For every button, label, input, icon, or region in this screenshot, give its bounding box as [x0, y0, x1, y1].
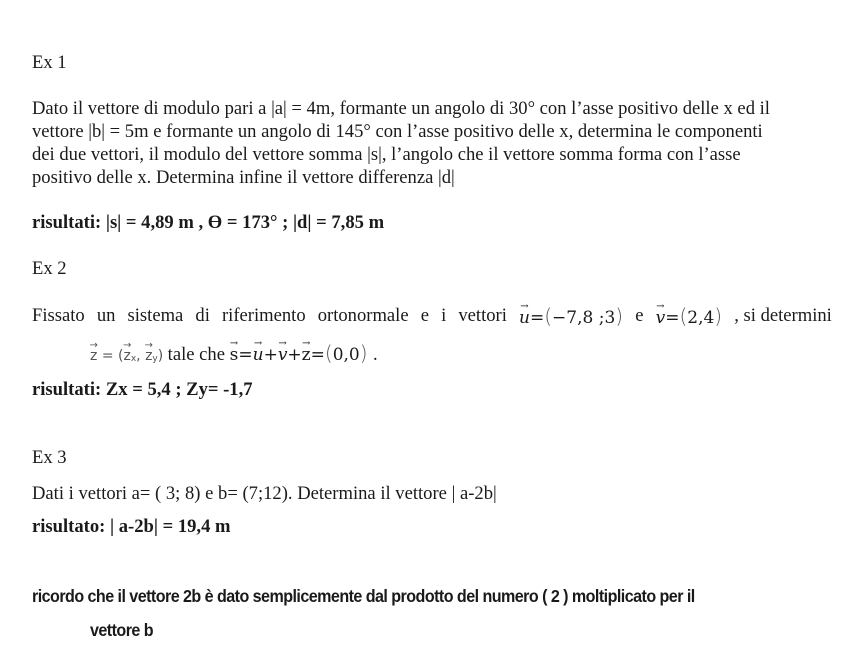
- sum-equation: → s=→ u+→ v+→ z=(0,0): [230, 345, 373, 365]
- word: riferimento: [221, 305, 306, 326]
- conjunction: e: [635, 305, 644, 326]
- ex1-text-line-3: dei due vettori, il modulo del vettore somma |s|, l’angolo che il vettore somma forma con l’asse: [32, 144, 741, 165]
- ex1-text-line-1: Dato il vettore di modulo pari a |a| = 4m, formante un angolo di 30° con l’asse positivo delle x ed il: [32, 98, 770, 119]
- subscript-y: y: [152, 354, 158, 364]
- ex2-heading: Ex 2: [32, 258, 67, 279]
- ex1-result: risultati: |s| = 4,89 m , ϴ = 173° ; |d| = 7,85 m: [32, 212, 385, 233]
- vector-u-symbol: → u: [253, 344, 264, 366]
- ex1-text-line-4: positivo delle x. Determina infine il vettore differenza |d|: [32, 167, 455, 188]
- vector-v-symbol: → v: [278, 344, 288, 366]
- ex3-result: risultato: | a-2b| = 19,4 m: [32, 516, 231, 537]
- vector-s-symbol: → s: [230, 344, 239, 366]
- vector-v-formula: → v=(2,4): [656, 305, 723, 329]
- equals-sign: =: [238, 345, 253, 365]
- vector-v-value: 2,4: [687, 308, 715, 328]
- tale-che-text: tale che: [167, 344, 225, 365]
- equals-sign: =: [101, 348, 114, 364]
- period: .: [372, 344, 378, 365]
- word: sistema: [127, 305, 184, 326]
- word: vettori: [458, 305, 507, 326]
- subscript-x: x: [130, 354, 137, 364]
- vector-z-symbol: → z: [302, 344, 311, 366]
- word: Fissato: [32, 305, 85, 326]
- equals-sign: =: [310, 345, 325, 365]
- ex3-text: Dati i vettori a= ( 3; 8) e b= (7;12). Determina il vettore | a-2b|: [32, 483, 497, 504]
- vector-z-symbol: → z: [90, 345, 97, 367]
- ex3-heading: Ex 3: [32, 447, 67, 468]
- vector-u-value: −7,8 ;3: [552, 308, 616, 328]
- ex2-text-line-1: [32, 305, 832, 329]
- sum-value: 0,0: [332, 345, 360, 365]
- note-line-1: ricordo che il vettore 2b è dato semplicemente dal prodotto del numero ( 2 ) moltiplicato per il: [32, 586, 695, 606]
- vector-u-symbol: → u: [519, 307, 530, 329]
- ex1-heading: Ex 1: [32, 52, 67, 73]
- vector-zx-symbol: → z: [123, 345, 130, 367]
- word: ortonormale: [317, 305, 409, 326]
- ex2-text-line-2: [90, 342, 378, 370]
- ex1-text-line-2: vettore |b| = 5m e formante un angolo di 145° con l’asse positivo delle x, determina le componenti: [32, 121, 763, 142]
- plus-sign: +: [263, 345, 278, 365]
- ex2-result: risultati: Zx = 5,4 ; Zy= -1,7: [32, 379, 253, 400]
- line-tail: , si determini: [734, 305, 832, 326]
- word: i: [441, 305, 447, 326]
- word: di: [195, 305, 210, 326]
- vector-u-formula: → u=(−7,8 ;3): [519, 305, 623, 329]
- vector-v-symbol: → v: [656, 307, 666, 329]
- word: e: [420, 305, 429, 326]
- vector-zy-symbol: → z: [145, 345, 152, 367]
- note-line-2: vettore b: [90, 620, 154, 640]
- vector-z-definition: → z = (→ zx, → zy): [90, 348, 168, 364]
- plus-sign: +: [287, 345, 302, 365]
- word: un: [96, 305, 116, 326]
